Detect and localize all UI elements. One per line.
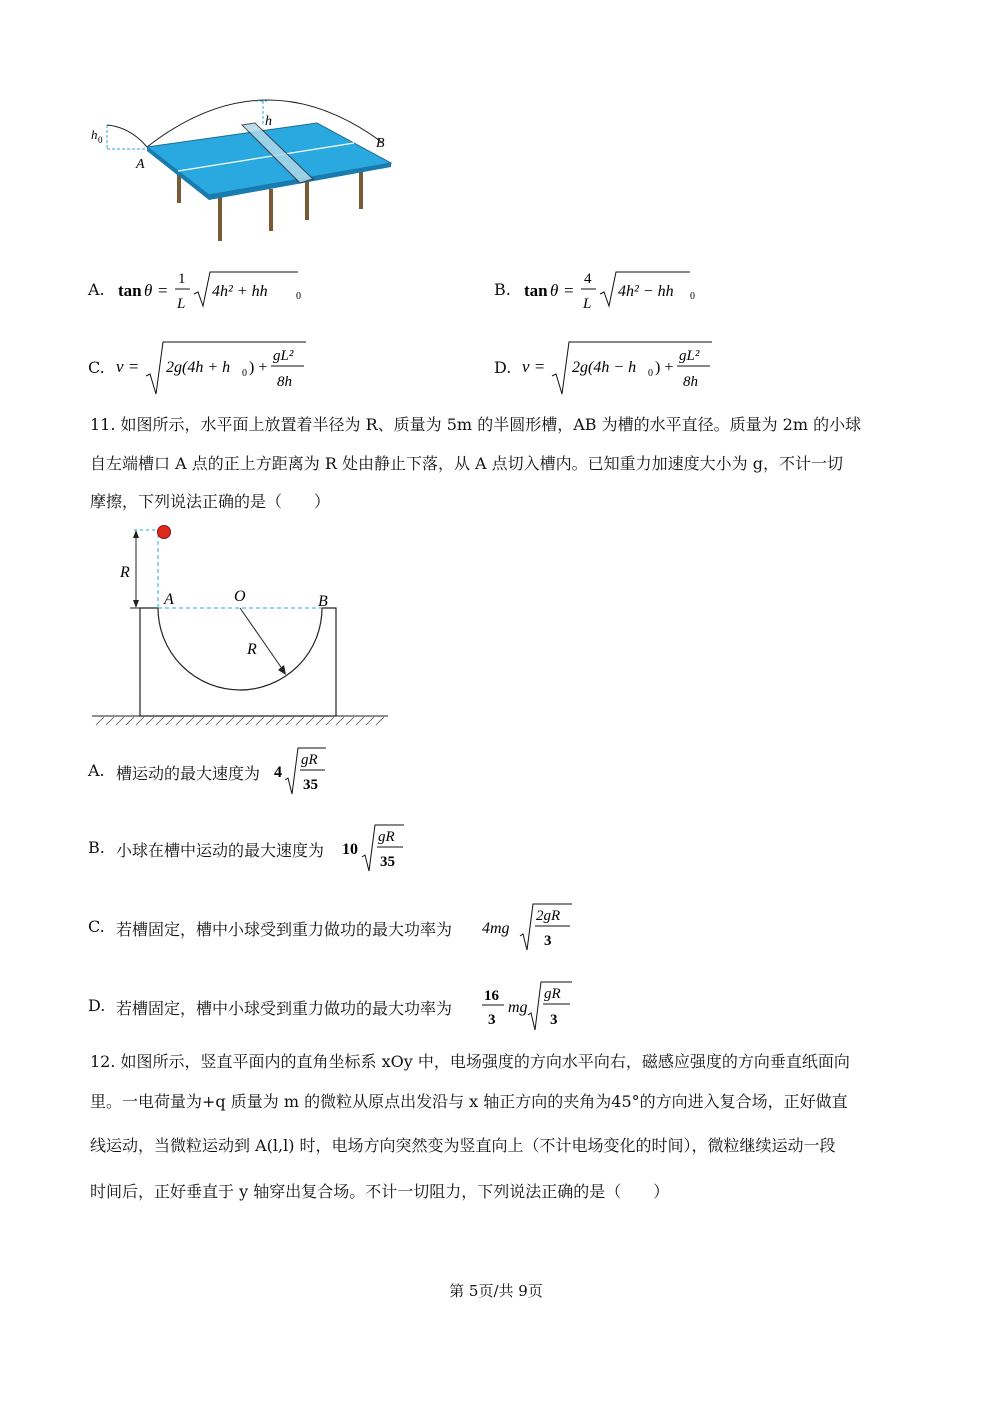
option-letter: A. [88,280,105,299]
q12-stem-line4: 时间后，正好垂直于 y 轴穿出复合场。不计一切阻力，下列说法正确的是（ ） [90,1182,670,1201]
formula [482,900,582,952]
svg-text:0: 0 [648,368,653,379]
svg-text:gL²: gL² [679,348,700,364]
q10-option-c[interactable] [88,338,428,398]
q11-stem-line1: 11. 如图所示，水平面上放置着半径为 R、质量为 5m 的半圆形槽，AB 为槽的水平直径。质量为 2m 的小球 [90,415,862,434]
svg-text:=: = [564,281,574,300]
svg-text:=: = [158,281,168,300]
svg-text:4mg: 4mg [482,920,510,937]
svg-text:L: L [583,296,592,312]
semicircle-groove-figure [90,520,390,732]
svg-text:gR: gR [301,752,318,768]
formula-c [116,338,416,398]
svg-text:tan: tan [118,281,142,300]
formula [274,744,364,796]
svg-text:4: 4 [584,271,592,287]
formula [482,978,592,1034]
svg-text:3: 3 [544,933,552,949]
formula [342,821,432,873]
label-h: h [265,114,272,129]
q11-option-d[interactable]: D. 若槽固定，槽中小球受到重力做功的最大功率为 16 3 mg gR 3 [88,978,588,1034]
svg-text:0: 0 [296,291,301,302]
table-tennis-figure [85,95,405,247]
svg-text:θ: θ [144,281,153,300]
svg-text:θ: θ [550,281,559,300]
q11-option-c[interactable]: C. 若槽固定，槽中小球受到重力做功的最大功率为 4mg 2gR 3 [88,900,588,952]
svg-text:R: R [120,564,130,581]
ball [158,526,171,539]
svg-text:R: R [247,641,257,658]
svg-text:B: B [318,593,328,610]
page-number: 第 5页/共 9页 [449,1282,543,1300]
svg-text:tan: tan [524,281,548,300]
option-letter: D. [494,358,512,377]
svg-text:gR: gR [378,829,395,845]
svg-text:L: L [177,296,186,312]
svg-text:10: 10 [342,841,358,858]
svg-text:) +: ) + [655,359,674,376]
q12-stem-line3: 线运动，当微粒运动到 A(l,l) 时，电场方向突然变为竖直向上（不计电场变化的时间），微粒继续运动一段 [90,1136,836,1155]
q12-stem-line1: 12. 如图所示，竖直平面内的直角坐标系 xOy 中，电场强度的方向水平向右，磁感应强度的方向垂直纸面向 [90,1052,850,1071]
q11-option-b[interactable]: B. 小球在槽中运动的最大速度为 10 gR 35 [88,821,428,873]
svg-text:v =: v = [116,357,140,376]
svg-text:4h² + hh: 4h² + hh [212,283,268,300]
q10-option-b[interactable] [494,266,814,316]
q10-option-d[interactable] [494,338,834,398]
svg-text:35: 35 [380,854,395,870]
formula-b [522,266,782,316]
svg-text:2g(4h + h: 2g(4h + h [166,359,231,376]
formula-d [522,338,822,398]
option-letter: B. [494,280,511,299]
svg-text:4h² − hh: 4h² − hh [618,283,674,300]
table-top [147,123,391,195]
svg-text:gL²: gL² [273,348,294,364]
label-A: A [136,157,145,172]
q11-option-a[interactable]: A. 槽运动的最大速度为 4 gR 35 [88,744,388,796]
formula-a [116,266,376,316]
svg-text:8h: 8h [277,374,292,390]
svg-text:) +: ) + [249,359,268,376]
svg-text:8h: 8h [683,374,698,390]
svg-text:0: 0 [242,368,247,379]
svg-text:3: 3 [550,1012,558,1028]
svg-text:0: 0 [690,291,695,302]
svg-text:gR: gR [544,986,561,1002]
svg-text:4: 4 [274,764,282,781]
label-h0: h [91,127,98,142]
svg-text:v =: v = [522,357,546,376]
q10-option-a[interactable] [88,266,408,316]
option-letter: C. [88,358,105,377]
q11-stem-line2: 自左端槽口 A 点的正上方距离为 R 处由静止下落，从 A 点切入槽内。已知重力加速度大小为 g，不计一切 [90,454,844,473]
svg-text:3: 3 [488,1012,496,1028]
svg-text:2gR: 2gR [536,908,561,924]
svg-text:mg: mg [508,999,528,1016]
svg-text:O: O [234,588,246,605]
label-B: B [376,136,385,151]
svg-text:16: 16 [484,988,499,1004]
svg-text:1: 1 [178,271,186,287]
svg-text:2g(4h − h: 2g(4h − h [572,359,637,376]
q12-stem-line2: 里。一电荷量为+q 质量为 m 的微粒从原点出发沿与 x 轴正方向的夹角为45°的方向进入复合场，正好做直 [90,1092,848,1111]
svg-text:35: 35 [303,777,318,793]
label-h0-sub: 0 [98,135,103,145]
q11-stem-line3: 摩擦，下列说法正确的是（ ） [90,492,331,511]
svg-text:A: A [164,591,174,608]
